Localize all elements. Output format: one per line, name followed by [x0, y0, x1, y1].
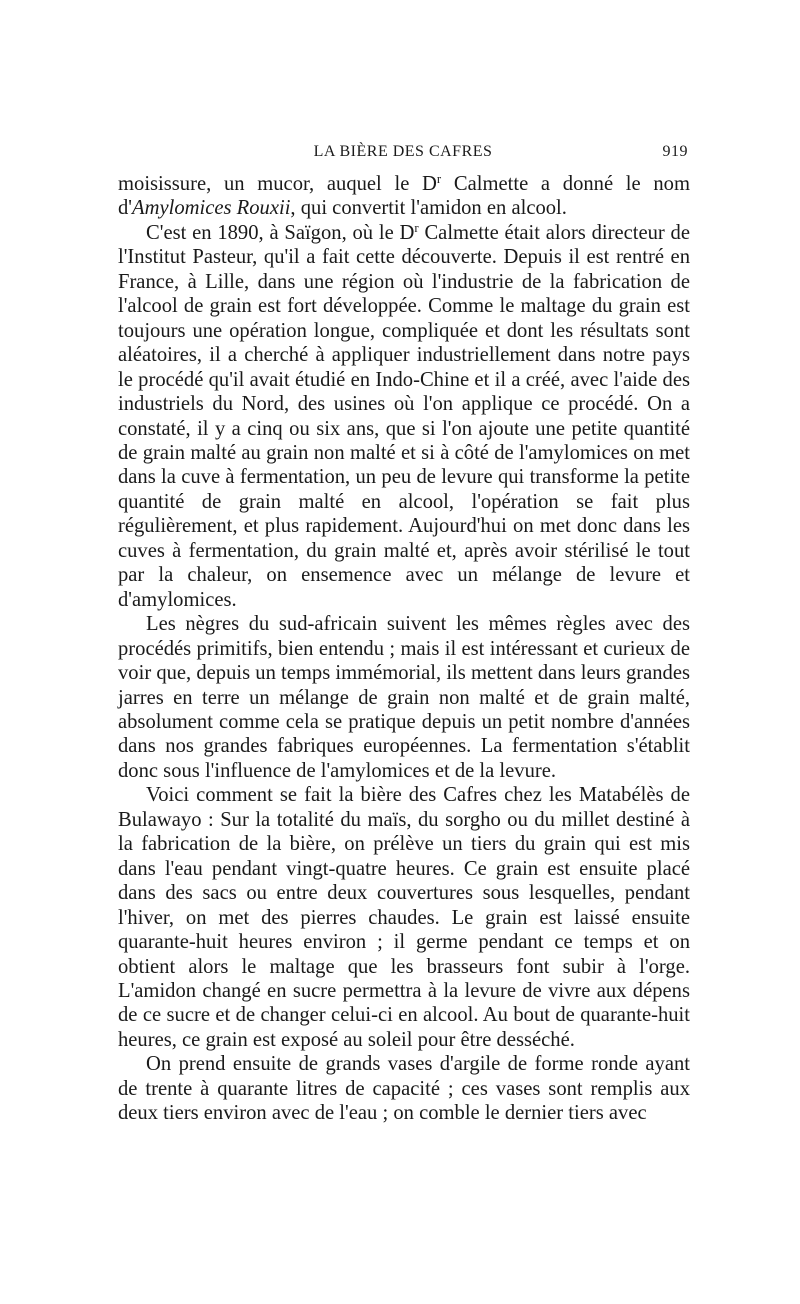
- page-number: 919: [662, 143, 688, 160]
- text-run: Calmette a donné le nom d': [118, 173, 690, 220]
- running-head: [118, 143, 688, 165]
- body-text: [118, 172, 690, 1126]
- text-run: Calmette était alors directeur de l'Institut Pasteur, qu'il a fait cette découverte. Depuis il est rentré en France, à Lille, dans une région où l'industrie de la fabrication de l'alcool de grain est fort développée. Comme le maltage du grain est toujours une opération longue, compliquée et dont les résultats sont aléatoires, il a cherché à appliquer industriellement dans notre pays le procédé qu'il avait étudié en Indo-Chine et il a créé, avec l'aide des industriels du Nord, des usines où l'on applique ce procédé. On a constaté, il y a cinq ou six ans, que si l'on ajoute une petite quantité de grain malté au grain non malté et si à côté de l'amylomices on met dans la cuve à fermentation, un peu de levure qui transforme la petite quantité de grain malté en alcool, l'opération se fait plus régulièrement, et plus rapidement. Aujourd'hui on met donc dans les cuves à fermentation, du grain malté et, après avoir stérilisé le tout par la chaleur, on ensemence avec un mélange de levure et d'amylomices.: [118, 221, 690, 611]
- paragraph-4: [118, 783, 690, 1052]
- running-title: LA BIÈRE DES CAFRES: [313, 143, 493, 160]
- italic-term: Amylomices Rouxii: [132, 197, 291, 220]
- paragraph-3: [118, 612, 690, 783]
- paragraph-5: [118, 1052, 690, 1125]
- text-run: Voici comment se fait la bière des Cafres chez les Matabélès de Bulawayo : Sur la totalité du maïs, du sorgho ou du millet destiné à la fabrication de la bière, on prélève un tiers du grain qui est mis dans l'eau pendant vingt-quatre heures. Ce grain est ensuite placé dans des sacs ou entre deux couvertures sous lesquelles, pendant l'hiver, on met des pierres chaudes. Le grain est laissé ensuite quarante-huit heures environ ; il germe pendant ce temps et on obtient alors le maltage que les brasseurs font subir à l'orge. L'amidon changé en sucre permettra à la levure de vivre aux dépens de ce sucre et de changer celui-ci en alcool. Au bout de quarante-huit heures, ce grain est exposé au soleil pour être desséché.: [118, 784, 690, 1051]
- paragraph-1: [118, 172, 690, 221]
- superscript: r: [414, 220, 419, 235]
- text-run: On prend ensuite de grands vases d'argile de forme ronde ayant de trente à quarante litres de capacité ; ces vases sont remplis aux deux tiers environ avec de l'eau ; on comble le dernier tiers avec: [118, 1053, 690, 1125]
- text-run: moisissure, un mucor, auquel le D: [118, 173, 437, 195]
- superscript: r: [436, 171, 442, 186]
- text-run: C'est en 1890, à Saïgon, où le D: [146, 221, 415, 244]
- text-run: Les nègres du sud-africain suivent les mêmes règles avec des procédés primitifs, bien entendu ; mais il est intéressant et curieux de voir que, depuis un temps immémorial, ils mettent dans leurs grandes jarres en terre un mélange de grain non malté et de grain malté, absolument comme cela se pratique depuis un petit nombre d'années dans nos grandes fabriques européennes. La fermentation s'établit donc sous l'influence de l'amylomices et de la levure.: [118, 613, 690, 782]
- paragraph-2: [118, 221, 690, 612]
- text-run: , qui convertit l'amidon en alcool.: [290, 197, 567, 220]
